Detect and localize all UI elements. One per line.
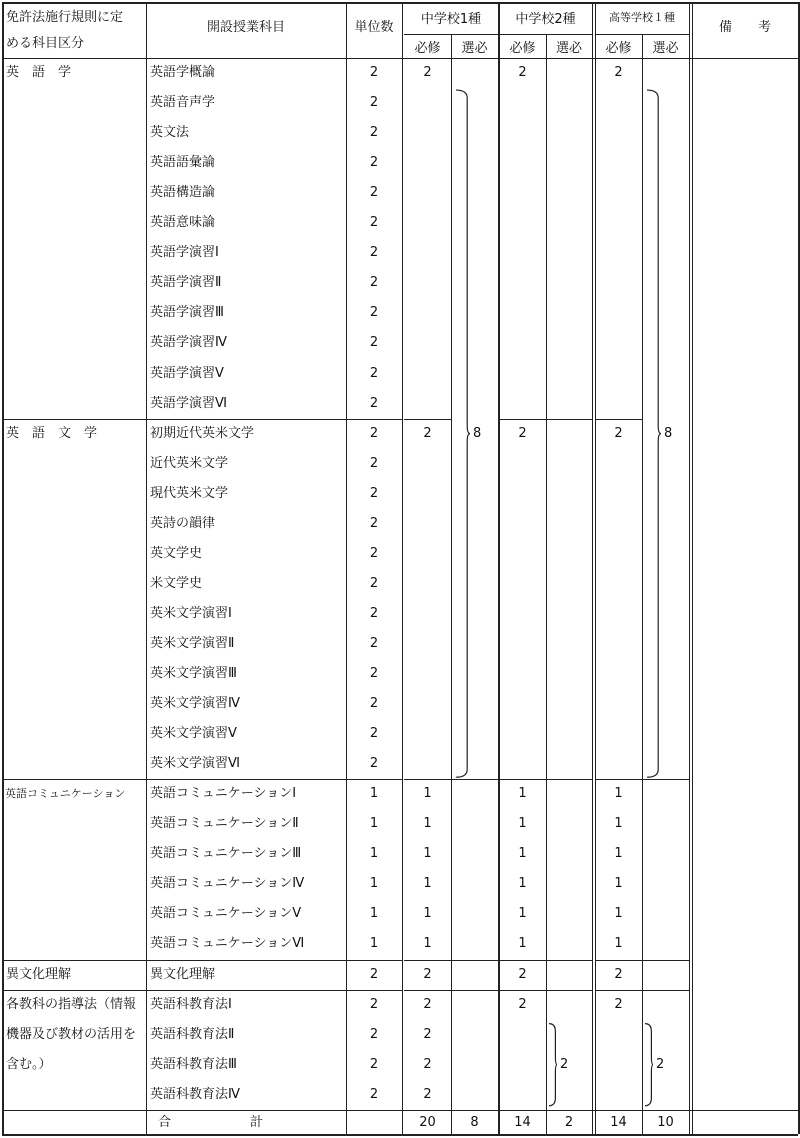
brace-value-j1-sel: 8 <box>473 425 482 441</box>
credits-value: 2 <box>369 515 379 531</box>
credits-value: 2 <box>369 635 379 651</box>
course-name: 英語語彙論 <box>150 155 216 171</box>
required-j1-req: 2 <box>423 425 432 441</box>
required-j1-req: 1 <box>423 876 432 892</box>
course-name: 英語コミュニケーションⅣ <box>150 876 305 892</box>
required-s1-req: 1 <box>614 816 623 832</box>
credits-value: 2 <box>369 95 379 111</box>
course-name: 英語構造論 <box>150 185 216 201</box>
credits-value: 2 <box>369 395 379 411</box>
course-name: 英語コミュニケーションⅠ <box>150 786 297 802</box>
required-j2-req: 1 <box>518 846 527 862</box>
required-j2-req: 2 <box>518 425 527 441</box>
credits-value: 2 <box>369 966 379 982</box>
credits-value: 2 <box>369 125 379 141</box>
required-s1-req: 1 <box>614 876 623 892</box>
category-label-4: 各教科の指導法（情報機器及び教材の活用を含む。） <box>6 996 137 1072</box>
credits-value: 2 <box>369 185 379 201</box>
subheader-j2-sel: 選必 <box>555 41 582 56</box>
credits-value: 1 <box>369 786 379 802</box>
credits-value: 2 <box>369 756 379 772</box>
course-name: 英語コミュニケーションⅥ <box>150 936 305 952</box>
required-s1-req: 2 <box>614 966 623 982</box>
course-name: 英語コミュニケーションⅢ <box>150 846 302 862</box>
totals-label-a: 合 <box>158 1114 172 1130</box>
credits-value: 2 <box>369 696 379 712</box>
required-j2-req: 2 <box>518 65 527 80</box>
total-s1-req: 14 <box>610 1114 627 1130</box>
credits-value: 2 <box>369 726 379 742</box>
brace-s1-sel-3 <box>645 1024 653 1106</box>
required-s1-req: 1 <box>614 786 623 802</box>
total-j2-req: 14 <box>514 1114 531 1130</box>
course-name: 英米文学演習Ⅳ <box>150 696 240 712</box>
subheader-j1-req: 必修 <box>414 41 441 56</box>
course-name: 初期近代英米文学 <box>150 425 255 441</box>
course-name: 英語学演習Ⅵ <box>150 395 227 411</box>
course-name: 英語音声学 <box>150 95 216 111</box>
course-name: 英語コミュニケーションⅡ <box>150 816 299 832</box>
credits-value: 2 <box>369 155 379 171</box>
brace-j2-sel-2 <box>549 1024 557 1106</box>
required-s1-req: 2 <box>614 425 623 441</box>
course-name: 米文学史 <box>150 575 203 591</box>
required-j2-req: 1 <box>518 876 527 892</box>
required-j1-req: 2 <box>423 996 432 1012</box>
course-name: 英語コミュニケーションⅤ <box>150 906 302 922</box>
credits-value: 2 <box>369 575 379 591</box>
credits-value: 2 <box>369 425 379 441</box>
required-j1-req: 1 <box>423 816 432 832</box>
credits-value: 2 <box>369 215 379 231</box>
course-name: 異文化理解 <box>150 966 216 982</box>
required-s1-req: 1 <box>614 906 623 922</box>
credits-value: 2 <box>369 1056 379 1072</box>
course-name: 英語意味論 <box>150 215 216 231</box>
category-label-3: 異文化理解 <box>6 966 72 982</box>
brace-value-s1-sel: 2 <box>656 1056 665 1072</box>
header-category-line1: 免許法施行規則に定 <box>6 10 124 25</box>
credits-value: 2 <box>369 1026 379 1042</box>
credits-value: 2 <box>369 455 379 471</box>
total-s1-sel: 10 <box>657 1114 674 1130</box>
brace-s1-sel-1 <box>647 90 661 777</box>
header-senior-high-1: 高等学校１種 <box>609 11 675 24</box>
totals-label-b: 計 <box>250 1114 264 1130</box>
course-name: 英米文学演習Ⅵ <box>150 756 240 772</box>
credits-value: 2 <box>369 485 379 501</box>
brace-value-j2-sel: 2 <box>560 1056 569 1072</box>
course-name: 英米文学演習Ⅴ <box>150 726 237 742</box>
required-j2-req: 1 <box>518 816 527 832</box>
required-j1-req: 2 <box>423 1086 432 1102</box>
credits-value: 1 <box>369 906 379 922</box>
subheader-s1-req: 必修 <box>605 41 632 56</box>
required-j1-req: 2 <box>423 65 432 80</box>
course-name: 現代英米文学 <box>150 485 229 501</box>
total-j2-sel: 2 <box>564 1114 574 1130</box>
credits-value: 2 <box>369 365 379 381</box>
required-s1-req: 2 <box>614 996 623 1012</box>
subheader-j1-sel: 選必 <box>461 41 488 56</box>
required-j2-req: 1 <box>518 936 527 952</box>
credits-value: 2 <box>369 545 379 561</box>
course-name: 英文法 <box>150 125 190 141</box>
credits-value: 1 <box>369 816 379 832</box>
credits-value: 1 <box>369 936 379 952</box>
course-name: 英語科教育法Ⅲ <box>150 1056 237 1072</box>
course-name: 英語学演習Ⅴ <box>150 365 224 381</box>
header-junior-school-2: 中学校2種 <box>515 12 576 27</box>
header-course: 開設授業科目 <box>206 20 285 35</box>
course-name: 近代英米文学 <box>150 455 229 471</box>
course-name: 英語学概論 <box>150 65 216 80</box>
required-j1-req: 1 <box>423 906 432 922</box>
course-name: 英詩の韻律 <box>150 515 216 531</box>
required-s1-req: 2 <box>614 65 623 80</box>
course-name: 英語科教育法Ⅳ <box>150 1086 240 1102</box>
required-j1-req: 2 <box>423 966 432 982</box>
subheader-s1-sel: 選必 <box>652 41 679 56</box>
required-j1-req: 1 <box>423 786 432 802</box>
credits-value: 1 <box>369 876 379 892</box>
course-name: 英語学演習Ⅱ <box>150 275 222 291</box>
credits-value: 2 <box>369 666 379 681</box>
course-name: 英文学史 <box>150 545 203 561</box>
subheader-j2-req: 必修 <box>509 41 536 56</box>
course-name: 英米文学演習Ⅰ <box>150 605 232 621</box>
required-j1-req: 1 <box>423 936 432 952</box>
course-name: 英語学演習Ⅰ <box>150 245 219 261</box>
course-name: 英語科教育法Ⅰ <box>150 996 232 1012</box>
category-label-2: 英語コミュニケーション <box>5 787 126 801</box>
required-j2-req: 2 <box>518 996 527 1012</box>
credits-value: 2 <box>369 305 379 321</box>
required-j1-req: 1 <box>423 846 432 862</box>
required-j2-req: 2 <box>518 966 527 982</box>
course-name: 英語学演習Ⅲ <box>150 305 224 321</box>
credits-value: 2 <box>369 65 379 80</box>
category-label-1: 英 語 文 学 <box>6 425 98 441</box>
course-name: 英語科教育法Ⅱ <box>150 1026 235 1042</box>
course-name: 英米文学演習Ⅲ <box>150 666 237 681</box>
required-j1-req: 2 <box>423 1026 432 1042</box>
required-j1-req: 2 <box>423 1056 432 1072</box>
header-junior-school-1: 中学校1種 <box>420 12 482 27</box>
required-s1-req: 1 <box>614 846 623 862</box>
total-j1-sel: 8 <box>470 1114 479 1130</box>
brace-j1-sel-0 <box>456 90 470 777</box>
header-remarks: 備 考 <box>718 20 771 35</box>
header-category-line2: める科目区分 <box>6 36 85 51</box>
credits-value: 2 <box>369 996 379 1012</box>
category-label-0: 英 語 学 <box>6 65 72 80</box>
required-j2-req: 1 <box>518 786 527 802</box>
credits-value: 2 <box>369 275 379 291</box>
required-j2-req: 1 <box>518 906 527 922</box>
credits-value: 1 <box>369 846 379 862</box>
course-name: 英語学演習Ⅳ <box>150 335 227 351</box>
credits-value: 2 <box>369 335 379 351</box>
course-name: 英米文学演習Ⅱ <box>150 635 235 651</box>
credits-value: 2 <box>369 1086 379 1102</box>
credits-value: 2 <box>369 245 379 261</box>
credits-value: 2 <box>369 605 379 621</box>
header-credits: 単位数 <box>354 20 394 35</box>
required-s1-req: 1 <box>614 936 623 952</box>
total-j1-req: 20 <box>419 1114 436 1130</box>
brace-value-s1-sel: 8 <box>664 425 673 441</box>
